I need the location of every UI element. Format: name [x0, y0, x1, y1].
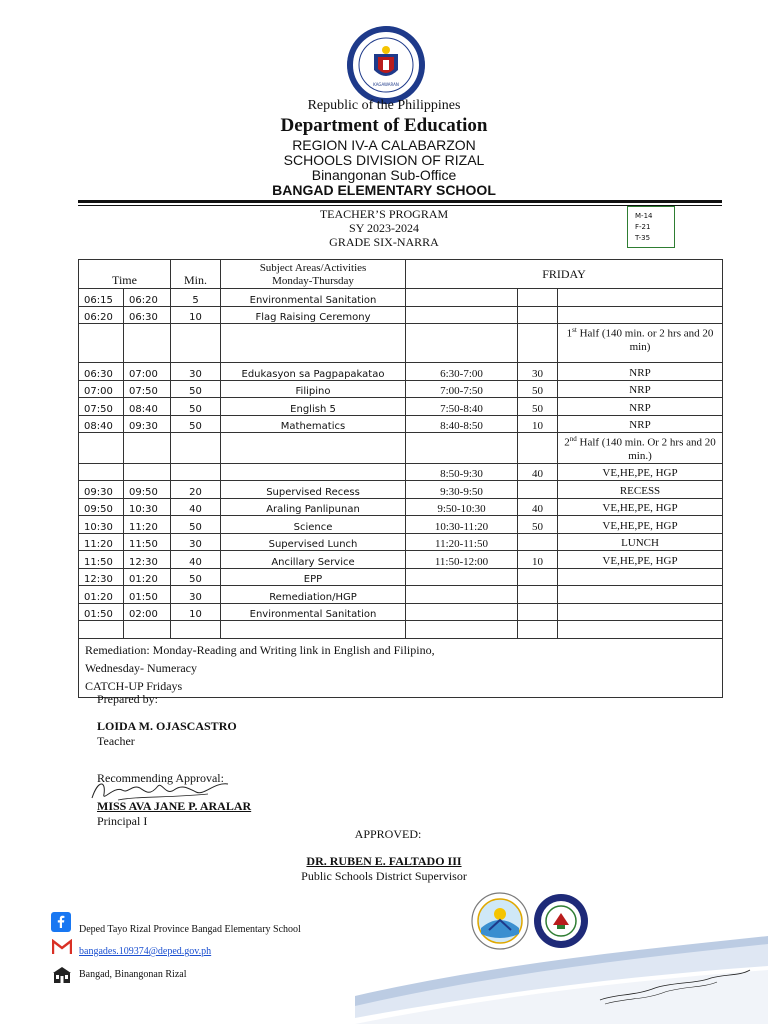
- school-name: BANGAD ELEMENTARY SCHOOL: [272, 182, 496, 198]
- minutes-cell: 10: [171, 603, 221, 621]
- subject-cell: Mathematics: [221, 415, 406, 433]
- half-ordinal: nd: [569, 435, 577, 443]
- supervisor-name: DR. RUBEN E. FALTADO III: [306, 854, 462, 868]
- header-subject: [221, 260, 406, 289]
- minutes-cell: 40: [171, 551, 221, 569]
- header-divider-thin: [78, 205, 722, 206]
- friday-activity-cell: VE,HE,PE, HGP: [558, 551, 723, 569]
- start-time-cell: 01:50: [79, 603, 124, 621]
- end-time-cell: [124, 463, 171, 481]
- start-time-cell: 12:30: [79, 568, 124, 586]
- end-time-cell: 02:00: [124, 603, 171, 621]
- end-time-cell: 06:30: [124, 306, 171, 324]
- empty-cell: [79, 433, 124, 464]
- friday-minutes-cell: [518, 603, 558, 621]
- note-line: Remediation: Monday-Reading and Writing link in English and Filipino,: [85, 642, 435, 657]
- start-time-cell: 11:50: [79, 551, 124, 569]
- empty-cell: [124, 433, 171, 464]
- program-sy: SY 2023-2024: [349, 221, 419, 235]
- table-row: [79, 306, 723, 324]
- footer-wave-graphic: [355, 936, 768, 1024]
- friday-time-cell: [406, 603, 518, 621]
- friday-time-cell: 8:40-8:50: [406, 415, 518, 433]
- friday-time-cell: 11:50-12:00: [406, 551, 518, 569]
- end-time-cell: 11:50: [124, 533, 171, 551]
- subject-cell: Edukasyon sa Pagpapakatao: [221, 363, 406, 381]
- subject-cell: Environmental Sanitation: [221, 603, 406, 621]
- teacher-name: LOIDA M. OJASCASTRO: [97, 719, 237, 733]
- empty-cell: [171, 621, 221, 639]
- table-row: [79, 380, 723, 398]
- minutes-cell: 50: [171, 398, 221, 416]
- subject-cell: Filipino: [221, 380, 406, 398]
- friday-activity-cell: [558, 586, 723, 604]
- end-time-cell: 09:30: [124, 415, 171, 433]
- friday-minutes-cell: 40: [518, 498, 558, 516]
- region-line: REGION IV-A CALABARZON: [292, 137, 476, 153]
- address-text: Bangad, Binangonan Rizal: [79, 969, 187, 980]
- minutes-cell: 50: [171, 516, 221, 534]
- header-time: Time: [79, 260, 171, 289]
- end-time-cell: 09:50: [124, 481, 171, 499]
- first-half-label: [558, 324, 723, 363]
- table-row: [79, 603, 723, 621]
- table-row: [79, 363, 723, 381]
- division-line: SCHOOLS DIVISION OF RIZAL: [283, 152, 485, 168]
- friday-activity-cell: VE,HE,PE, HGP: [558, 498, 723, 516]
- note-line: Wednesday- Numeracy: [85, 660, 197, 675]
- half-label: Half (140 min. or 2 hrs and 20 min): [576, 327, 714, 353]
- half-ordinal: st: [572, 326, 577, 334]
- subject-cell: Supervised Recess: [221, 481, 406, 499]
- header-subject-line: Monday-Thursday: [272, 275, 354, 287]
- end-time-cell: 08:40: [124, 398, 171, 416]
- start-time-cell: 07:00: [79, 380, 124, 398]
- spacer-row: [79, 621, 723, 639]
- table-row: [79, 586, 723, 604]
- badge-line: F-21: [635, 223, 651, 231]
- friday-time-cell: 8:50-9:30: [406, 463, 518, 481]
- friday-time-cell: [406, 586, 518, 604]
- friday-time-cell: 10:30-11:20: [406, 516, 518, 534]
- friday-minutes-cell: [518, 306, 558, 324]
- friday-activity-cell: [558, 289, 723, 307]
- program-title: TEACHER’S PROGRAM: [319, 207, 449, 221]
- friday-time-cell: 11:20-11:50: [406, 533, 518, 551]
- table-row: [79, 481, 723, 499]
- first-half-label-row: [79, 324, 723, 363]
- friday-minutes-cell: 50: [518, 380, 558, 398]
- start-time-cell: 09:50: [79, 498, 124, 516]
- empty-cell: [518, 324, 558, 363]
- principal-role: Principal I: [97, 814, 148, 828]
- start-time-cell: 06:15: [79, 289, 124, 307]
- friday-time-cell: 6:30-7:00: [406, 363, 518, 381]
- minutes-cell: 40: [171, 498, 221, 516]
- empty-cell: [171, 324, 221, 363]
- table-row: [79, 289, 723, 307]
- friday-minutes-cell: [518, 568, 558, 586]
- end-time-cell: 12:30: [124, 551, 171, 569]
- friday-activity-cell: NRP: [558, 415, 723, 433]
- teacher-role: Teacher: [97, 734, 135, 748]
- email-link[interactable]: bangades.109374@deped.gov.ph: [79, 946, 212, 957]
- friday-minutes-cell: [518, 533, 558, 551]
- friday-time-cell: 9:50-10:30: [406, 498, 518, 516]
- end-time-cell: 06:20: [124, 289, 171, 307]
- minutes-cell: 50: [171, 415, 221, 433]
- empty-cell: [518, 621, 558, 639]
- empty-cell: [79, 621, 124, 639]
- start-time-cell: 10:30: [79, 516, 124, 534]
- subject-cell: [221, 463, 406, 481]
- minutes-cell: 5: [171, 289, 221, 307]
- subject-cell: Supervised Lunch: [221, 533, 406, 551]
- table-row: [79, 498, 723, 516]
- friday-time-cell: [406, 568, 518, 586]
- friday-minutes-cell: 50: [518, 398, 558, 416]
- minutes-cell: 30: [171, 533, 221, 551]
- friday-time-cell: 7:00-7:50: [406, 380, 518, 398]
- subject-cell: Science: [221, 516, 406, 534]
- friday-minutes-cell: 30: [518, 363, 558, 381]
- friday-minutes-cell: 40: [518, 463, 558, 481]
- start-time-cell: 09:30: [79, 481, 124, 499]
- empty-cell: [558, 621, 723, 639]
- minutes-cell: 50: [171, 380, 221, 398]
- friday-activity-cell: [558, 306, 723, 324]
- table-row: [79, 533, 723, 551]
- subject-cell: Ancillary Service: [221, 551, 406, 569]
- empty-cell: [518, 433, 558, 464]
- remediation-notes: [79, 638, 723, 697]
- deped-seal-logo: [347, 26, 425, 104]
- suboffice-line: Binangonan Sub-Office: [311, 167, 457, 183]
- table-row: [79, 568, 723, 586]
- facebook-page-text: Deped Tayo Rizal Province Bangad Elementary School: [79, 924, 301, 935]
- friday-time-cell: 7:50-8:40: [406, 398, 518, 416]
- end-time-cell: 07:50: [124, 380, 171, 398]
- end-time-cell: 01:20: [124, 568, 171, 586]
- header-min: Min.: [171, 260, 221, 289]
- friday-time-cell: [406, 289, 518, 307]
- header-subject-line: Subject Areas/Activities: [259, 262, 367, 274]
- empty-cell: [79, 324, 124, 363]
- friday-activity-cell: RECESS: [558, 481, 723, 499]
- empty-cell: [406, 433, 518, 464]
- svg-text:KAGAWARAN: KAGAWARAN: [373, 82, 399, 87]
- empty-cell: [124, 621, 171, 639]
- half-label: Half (140 min. Or 2 hrs and 20 min.): [576, 436, 716, 462]
- half-number: 2: [564, 436, 570, 449]
- friday-minutes-cell: 10: [518, 415, 558, 433]
- gmail-icon: [52, 939, 72, 955]
- table-row: [79, 516, 723, 534]
- friday-activity-cell: NRP: [558, 398, 723, 416]
- school-building-icon: [52, 964, 72, 984]
- start-time-cell: 06:20: [79, 306, 124, 324]
- friday-activity-cell: LUNCH: [558, 533, 723, 551]
- minutes-cell: 10: [171, 306, 221, 324]
- friday-time-cell: 9:30-9:50: [406, 481, 518, 499]
- empty-cell: [124, 324, 171, 363]
- friday-activity-cell: VE,HE,PE, HGP: [558, 463, 723, 481]
- department-title: Department of Education: [280, 115, 488, 136]
- subject-cell: EPP: [221, 568, 406, 586]
- header-friday: FRIDAY: [406, 260, 723, 289]
- badge-line: M-14: [635, 212, 653, 220]
- minutes-cell: 20: [171, 481, 221, 499]
- subject-cell: Remediation/HGP: [221, 586, 406, 604]
- empty-cell: [221, 621, 406, 639]
- start-time-cell: 11:20: [79, 533, 124, 551]
- note-line: CATCH-UP Fridays: [85, 678, 183, 693]
- empty-cell: [171, 433, 221, 464]
- friday-minutes-cell: 50: [518, 516, 558, 534]
- table-header-row: [79, 260, 723, 289]
- minutes-cell: 50: [171, 568, 221, 586]
- end-time-cell: 11:20: [124, 516, 171, 534]
- table-row: [79, 415, 723, 433]
- friday-minutes-cell: [518, 289, 558, 307]
- minutes-cell: 30: [171, 363, 221, 381]
- start-time-cell: 07:50: [79, 398, 124, 416]
- subject-cell: Flag Raising Ceremony: [221, 306, 406, 324]
- empty-cell: [221, 433, 406, 464]
- end-time-cell: 07:00: [124, 363, 171, 381]
- facebook-icon: [51, 912, 71, 932]
- friday-activity-cell: [558, 568, 723, 586]
- subject-cell: English 5: [221, 398, 406, 416]
- table-row: [79, 463, 723, 481]
- second-half-label-row: [79, 433, 723, 464]
- program-grade: GRADE SIX-NARRA: [329, 235, 439, 249]
- friday-activity-cell: NRP: [558, 363, 723, 381]
- friday-activity-cell: NRP: [558, 380, 723, 398]
- friday-minutes-cell: [518, 481, 558, 499]
- load-badge: [627, 206, 675, 248]
- republic-line: Republic of the Philippines: [307, 98, 461, 113]
- badge-line: T-35: [635, 234, 651, 242]
- table-row: [79, 551, 723, 569]
- second-half-label: [558, 433, 723, 464]
- notes-row: [79, 638, 723, 697]
- start-time-cell: [79, 463, 124, 481]
- table-row: [79, 398, 723, 416]
- subject-cell: Environmental Sanitation: [221, 289, 406, 307]
- prepared-by-label: Prepared by:: [97, 692, 158, 706]
- empty-cell: [221, 324, 406, 363]
- minutes-cell: 30: [171, 586, 221, 604]
- recommending-label: Recommending Approval:: [97, 771, 224, 785]
- friday-time-cell: [406, 306, 518, 324]
- end-time-cell: 01:50: [124, 586, 171, 604]
- subject-cell: Araling Panlipunan: [221, 498, 406, 516]
- end-time-cell: 10:30: [124, 498, 171, 516]
- friday-minutes-cell: [518, 586, 558, 604]
- empty-cell: [406, 621, 518, 639]
- header-divider-thick: [78, 200, 722, 203]
- start-time-cell: 01:20: [79, 586, 124, 604]
- supervisor-role: Public Schools District Supervisor: [301, 869, 467, 883]
- principal-name: MISS AVA JANE P. ARALAR: [97, 799, 252, 813]
- schedule-table: [78, 259, 723, 698]
- friday-activity-cell: VE,HE,PE, HGP: [558, 516, 723, 534]
- minutes-cell: [171, 463, 221, 481]
- friday-minutes-cell: 10: [518, 551, 558, 569]
- friday-activity-cell: [558, 603, 723, 621]
- start-time-cell: 06:30: [79, 363, 124, 381]
- half-number: 1: [566, 327, 573, 340]
- approved-label: APPROVED:: [354, 827, 422, 841]
- start-time-cell: 08:40: [79, 415, 124, 433]
- empty-cell: [406, 324, 518, 363]
